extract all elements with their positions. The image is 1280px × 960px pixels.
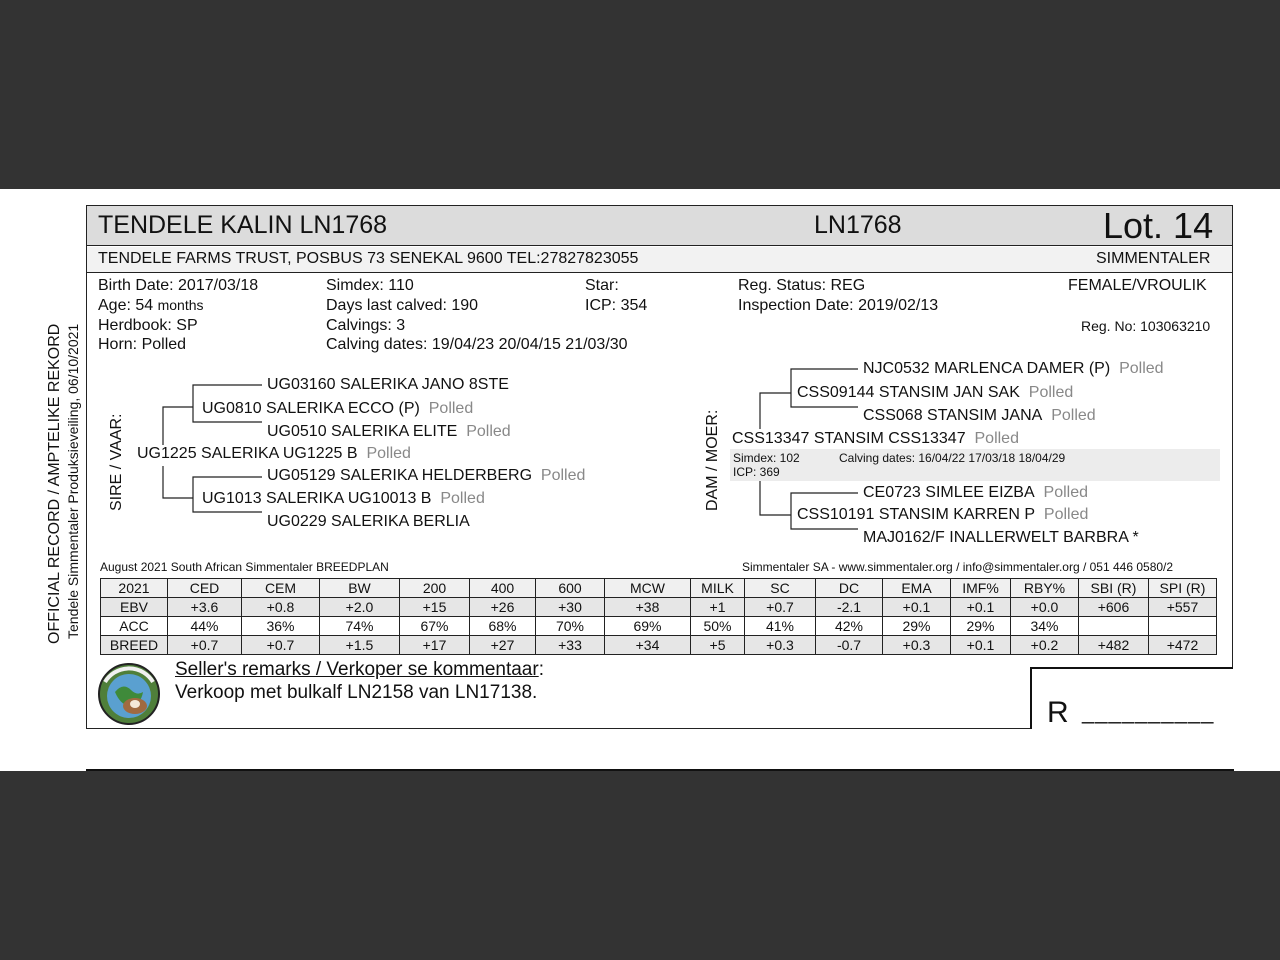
- ebv-cell: 44%: [168, 617, 242, 636]
- ebv-table: [100, 578, 1217, 655]
- breed-name: SIMMENTALER: [1096, 250, 1211, 267]
- ebv-cell: [1079, 617, 1149, 636]
- dam-dam-dam: MAJ0162/F INALLERWELT BARBRA *: [863, 529, 1139, 546]
- ebv-cell: 29%: [883, 617, 951, 636]
- sire-dam: UG1013 SALERIKA UG10013 B Polled: [202, 490, 485, 507]
- ebv-cell: 600: [536, 579, 605, 598]
- ebv-cell: +0.1: [951, 636, 1011, 655]
- ebv-cell: +15: [400, 598, 470, 617]
- ebv-cell: +3.6: [168, 598, 242, 617]
- ebv-cell: CED: [168, 579, 242, 598]
- calvings: Calvings: 3: [326, 317, 406, 334]
- breedplan-contact: Simmentaler SA - www.simmentaler.org / info@simmentaler.org / 051 446 0580/2: [742, 560, 1174, 574]
- sex: FEMALE/VROULIK: [1068, 277, 1207, 294]
- ebv-cell: EMA: [883, 579, 951, 598]
- ebv-cell: +0.0: [1011, 598, 1079, 617]
- ebv-cell: [1149, 617, 1217, 636]
- ebv-cell: SPI (R): [1149, 579, 1217, 598]
- lot-number: Lot. 14: [1103, 205, 1214, 246]
- ebv-cell: SBI (R): [1079, 579, 1149, 598]
- ebv-cell: 70%: [536, 617, 605, 636]
- ebv-cell: 69%: [605, 617, 691, 636]
- ebv-cell: MCW: [605, 579, 691, 598]
- ebv-cell: 50%: [691, 617, 745, 636]
- dam-upper-link: [760, 393, 791, 429]
- ebv-cell: +30: [536, 598, 605, 617]
- animal-id: LN1768: [814, 211, 902, 239]
- ebv-cell: IMF%: [951, 579, 1011, 598]
- ebv-cell: +557: [1149, 598, 1217, 617]
- ebv-cell: +17: [400, 636, 470, 655]
- sire-sire-dam: UG0510 SALERIKA ELITE Polled: [267, 423, 511, 440]
- ebv-cell: +0.7: [242, 636, 320, 655]
- ebv-cell: +0.2: [1011, 636, 1079, 655]
- ebv-cell: 400: [470, 579, 536, 598]
- lot-card-sheet: [0, 189, 1280, 771]
- ebv-cell: -0.7: [816, 636, 883, 655]
- ebv-cell: +0.7: [168, 636, 242, 655]
- ebv-cell: +482: [1079, 636, 1149, 655]
- bottom-rule: [86, 769, 1234, 771]
- ebv-cell: +26: [470, 598, 536, 617]
- dam-calving-dates: Calving dates: 16/04/22 17/03/18 18/04/29: [839, 451, 1066, 465]
- ebv-cell: CEM: [242, 579, 320, 598]
- ebv-cell: +0.1: [883, 598, 951, 617]
- birth-date: Birth Date: 2017/03/18: [98, 277, 259, 294]
- ebv-row-breed: [101, 636, 1217, 655]
- herdbook: Herdbook: SP: [98, 317, 198, 334]
- ebv-cell: 74%: [320, 617, 400, 636]
- ebv-header-row: [101, 579, 1217, 598]
- ebv-cell: 42%: [816, 617, 883, 636]
- ebv-cell: +1: [691, 598, 745, 617]
- age: Age: 54 months: [98, 297, 204, 314]
- sire-dam-sire: UG05129 SALERIKA HELDERBERG Polled: [267, 467, 586, 484]
- icp: ICP: 354: [585, 297, 648, 314]
- simdex: Simdex: 110: [326, 277, 414, 294]
- remarks-text: Verkoop met bulkalf LN2158 van LN17138.: [175, 682, 538, 703]
- reg-status: Reg. Status: REG: [738, 277, 866, 294]
- ebv-cell: MILK: [691, 579, 745, 598]
- ebv-cell: +1.5: [320, 636, 400, 655]
- ebv-cell: EBV: [101, 598, 168, 617]
- horn-status: Horn: Polled: [98, 336, 187, 353]
- ebv-row-ebv: [101, 598, 1217, 617]
- inspection-date: Inspection Date: 2019/02/13: [738, 297, 939, 314]
- ebv-cell: SC: [745, 579, 816, 598]
- calving-dates: Calving dates: 19/04/23 20/04/15 21/03/30: [326, 336, 628, 353]
- sire: UG1225 SALERIKA UG1225 B Polled: [137, 445, 411, 462]
- ebv-cell: +5: [691, 636, 745, 655]
- ebv-cell: +33: [536, 636, 605, 655]
- ebv-cell: ACC: [101, 617, 168, 636]
- dam-dam-sire: CE0723 SIMLEE EIZBA Polled: [863, 484, 1089, 501]
- ebv-cell: 200: [400, 579, 470, 598]
- ebv-cell: 68%: [470, 617, 536, 636]
- ebv-cell: +0.7: [745, 598, 816, 617]
- breedplan-caption: August 2021 South African Simmentaler BREEDPLAN: [100, 560, 389, 574]
- ebv-cell: +34: [605, 636, 691, 655]
- sire-dam-dam: UG0229 SALERIKA BERLIA: [267, 513, 470, 530]
- ebv-cell: +38: [605, 598, 691, 617]
- dam-lower-link: [760, 481, 791, 515]
- dam-simdex: Simdex: 102: [733, 451, 800, 465]
- ebv-cell: BREED: [101, 636, 168, 655]
- ebv-cell: +27: [470, 636, 536, 655]
- sale-event-label: Tendele Simmentaler Produksieveiling, 06/10/2021: [65, 323, 81, 639]
- ebv-cell: 36%: [242, 617, 320, 636]
- ebv-cell: 29%: [951, 617, 1011, 636]
- ebv-cell: +0.3: [883, 636, 951, 655]
- dam-label: DAM / MOER:: [704, 409, 721, 511]
- remarks-heading: Seller's remarks / Verkoper se kommentaar:: [175, 659, 544, 680]
- dam-dam: CSS10191 STANSIM KARREN P Polled: [797, 506, 1089, 523]
- sire-sire-sire: UG03160 SALERIKA JANO 8STE: [267, 376, 509, 393]
- sire-label: SIRE / VAAR:: [108, 413, 125, 511]
- ebv-cell: +472: [1149, 636, 1217, 655]
- ebv-cell: DC: [816, 579, 883, 598]
- ebv-row-acc: [101, 617, 1217, 636]
- ebv-cell: 67%: [400, 617, 470, 636]
- ebv-cell: -2.1: [816, 598, 883, 617]
- days-last-calved: Days last calved: 190: [326, 297, 479, 314]
- dam-icp: ICP: 369: [733, 465, 780, 479]
- ebv-cell: +0.8: [242, 598, 320, 617]
- dam-sire-dam: CSS068 STANSIM JANA Polled: [863, 407, 1096, 424]
- official-record-label: OFFICIAL RECORD / AMPTELIKE REKORD: [46, 323, 63, 644]
- ebv-cell: +0.3: [745, 636, 816, 655]
- star: Star:: [585, 277, 619, 294]
- ebv-cell: 41%: [745, 617, 816, 636]
- ebv-cell: BW: [320, 579, 400, 598]
- sire-lower-link: [163, 466, 193, 498]
- sire-sire: UG0810 SALERIKA ECCO (P) Polled: [202, 400, 474, 417]
- ebv-cell: +2.0: [320, 598, 400, 617]
- price-label: R: [1047, 696, 1069, 729]
- ebv-cell: +0.1: [951, 598, 1011, 617]
- ebv-cell: RBY%: [1011, 579, 1079, 598]
- dam-sire-sire: NJC0532 MARLENCA DAMER (P) Polled: [863, 360, 1164, 377]
- ebv-cell: 2021: [101, 579, 168, 598]
- reg-number: Reg. No: 103063210: [1081, 318, 1211, 334]
- animal-name: TENDELE KALIN LN1768: [98, 211, 388, 239]
- ebv-cell: +606: [1079, 598, 1149, 617]
- price-blank[interactable]: __________: [1082, 699, 1215, 724]
- dam: CSS13347 STANSIM CSS13347 Polled: [732, 430, 1019, 447]
- ebv-cell: 34%: [1011, 617, 1079, 636]
- dam-sire: CSS09144 STANSIM JAN SAK Polled: [797, 384, 1074, 401]
- owner-line: TENDELE FARMS TRUST, POSBUS 73 SENEKAL 9600 TEL:27827823055: [98, 250, 639, 267]
- society-logo: [97, 662, 161, 726]
